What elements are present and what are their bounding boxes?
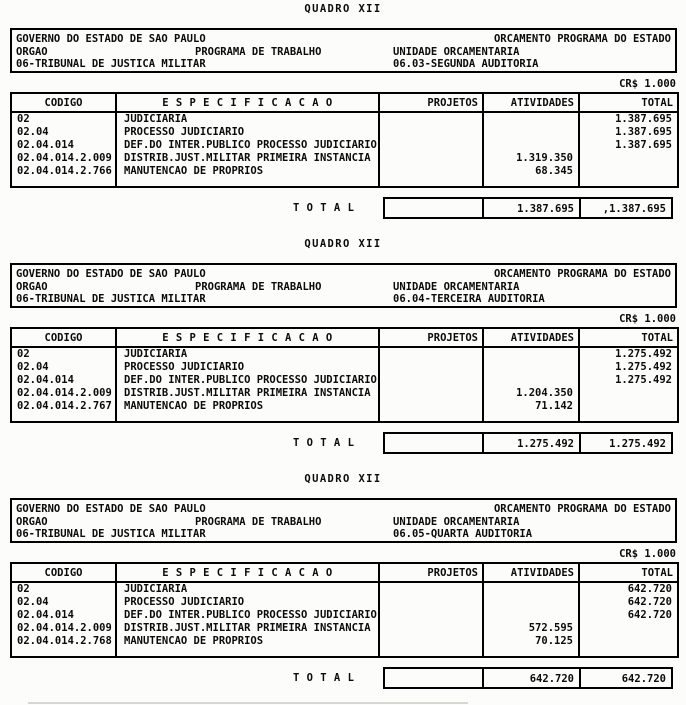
cell-projetos xyxy=(379,622,483,635)
cell-total xyxy=(579,635,678,648)
government-name: GOVERNO DO ESTADO DE SAO PAULO xyxy=(16,503,206,515)
cell-total xyxy=(579,165,678,178)
cell-codigo: 02 xyxy=(11,582,116,596)
total-values-box xyxy=(383,667,673,689)
cell-projetos xyxy=(379,582,483,596)
cell-codigo: 02.04.014.2.009 xyxy=(11,622,116,635)
budget-program-title: ORCAMENTO PROGRAMA DO ESTADO xyxy=(493,503,671,515)
programa-trabalho-label: PROGRAMA DE TRABALHO xyxy=(195,515,322,528)
unidade-value: 06.03-SEGUNDA AUDITORIA xyxy=(393,58,539,70)
col-header-projetos: PROJETOS xyxy=(379,328,483,347)
cell-atividades: 70.125 xyxy=(483,635,579,648)
cell-atividades xyxy=(483,126,579,139)
header-line-1 xyxy=(12,503,675,516)
budget-table xyxy=(10,327,679,423)
table-row xyxy=(11,582,678,596)
cell-total: 642.720 xyxy=(579,609,678,622)
cell-projetos xyxy=(379,139,483,152)
table-row xyxy=(11,374,678,387)
header-box xyxy=(10,498,677,543)
cell-especificacao: DISTRIB.JUST.MILITAR PRIMEIRA INSTANCIA xyxy=(116,152,379,165)
unidade-value: 06.04-TERCEIRA AUDITORIA xyxy=(393,293,545,305)
cell-codigo: 02.04 xyxy=(11,126,116,139)
cell-projetos xyxy=(379,165,483,178)
header-box xyxy=(10,28,677,73)
col-header-especificacao: E S P E C I F I C A C A O xyxy=(116,328,379,347)
cell-especificacao: DEF.DO INTER.PUBLICO PROCESSO JUDICIARIO xyxy=(116,374,379,387)
cell-especificacao: MANUTENCAO DE PROPRIOS xyxy=(116,400,379,413)
cell-total xyxy=(579,622,678,635)
header-line-2 xyxy=(12,516,675,529)
cell-total: 642.720 xyxy=(579,582,678,596)
table-row xyxy=(11,112,678,126)
government-name: GOVERNO DO ESTADO DE SAO PAULO xyxy=(16,268,206,280)
cell-especificacao: PROCESSO JUDICIARIO xyxy=(116,126,379,139)
orgao-value: 06-TRIBUNAL DE JUSTICA MILITAR xyxy=(16,528,206,540)
quadro-block-1 xyxy=(0,0,686,235)
cell-total: 1.275.492 xyxy=(579,374,678,387)
cell-total: 1.275.492 xyxy=(579,347,678,361)
cell-especificacao: DISTRIB.JUST.MILITAR PRIMEIRA INSTANCIA xyxy=(116,622,379,635)
table-row xyxy=(11,126,678,139)
cell-codigo: 02.04.014.2.768 xyxy=(11,635,116,648)
cell-especificacao: MANUTENCAO DE PROPRIOS xyxy=(116,635,379,648)
header-line-3 xyxy=(12,528,675,541)
programa-trabalho-label: PROGRAMA DE TRABALHO xyxy=(195,280,322,293)
quadro-title: QUADRO XII xyxy=(304,473,382,485)
total-atividades: 642.720 xyxy=(482,669,579,687)
cell-especificacao: JUDICIARIA xyxy=(116,112,379,126)
total-row xyxy=(10,667,677,689)
cell-codigo: 02.04.014.2.766 xyxy=(11,165,116,178)
cell-total: 1.387.695 xyxy=(579,126,678,139)
cell-codigo: 02.04 xyxy=(11,596,116,609)
cell-projetos xyxy=(379,152,483,165)
quadro-block-2 xyxy=(0,235,686,470)
government-name: GOVERNO DO ESTADO DE SAO PAULO xyxy=(16,33,206,45)
cell-atividades xyxy=(483,596,579,609)
cell-codigo: 02.04.014.2.767 xyxy=(11,400,116,413)
cell-especificacao: DISTRIB.JUST.MILITAR PRIMEIRA INSTANCIA xyxy=(116,387,379,400)
unidade-orcamentaria-label: UNIDADE ORCAMENTARIA xyxy=(393,45,520,58)
total-values-box xyxy=(383,197,673,219)
cell-codigo: 02 xyxy=(11,112,116,126)
table-row xyxy=(11,361,678,374)
orgao-value: 06-TRIBUNAL DE JUSTICA MILITAR xyxy=(16,293,206,305)
cell-especificacao: PROCESSO JUDICIARIO xyxy=(116,361,379,374)
cell-atividades: 1.319.350 xyxy=(483,152,579,165)
table-spacer-row xyxy=(11,648,678,657)
cell-especificacao: JUDICIARIA xyxy=(116,347,379,361)
cell-total xyxy=(579,387,678,400)
table-row xyxy=(11,609,678,622)
total-row xyxy=(10,432,677,454)
total-projetos xyxy=(385,434,482,452)
programa-trabalho-label: PROGRAMA DE TRABALHO xyxy=(195,45,322,58)
unidade-orcamentaria-label: UNIDADE ORCAMENTARIA xyxy=(393,515,520,528)
total-values-box xyxy=(383,432,673,454)
col-header-codigo: CODIGO xyxy=(11,328,116,347)
cell-projetos xyxy=(379,126,483,139)
cell-total xyxy=(579,400,678,413)
total-atividades: 1.387.695 xyxy=(482,199,579,217)
cell-codigo: 02.04.014 xyxy=(11,374,116,387)
table-row xyxy=(11,387,678,400)
table-row xyxy=(11,152,678,165)
table-spacer-row xyxy=(11,178,678,187)
header-line-2 xyxy=(12,46,675,59)
cell-total: 1.275.492 xyxy=(579,361,678,374)
cell-atividades xyxy=(483,347,579,361)
cell-total: 1.387.695 xyxy=(579,139,678,152)
col-header-codigo: CODIGO xyxy=(11,93,116,112)
total-total: ,1.387.695 xyxy=(579,199,671,217)
total-total: 1.275.492 xyxy=(579,434,671,452)
cell-codigo: 02.04.014 xyxy=(11,139,116,152)
col-header-projetos: PROJETOS xyxy=(379,93,483,112)
table-header-row xyxy=(11,93,678,112)
cell-projetos xyxy=(379,347,483,361)
cell-especificacao: MANUTENCAO DE PROPRIOS xyxy=(116,165,379,178)
cell-projetos xyxy=(379,361,483,374)
total-label: T O T A L xyxy=(293,202,355,214)
cell-especificacao: DEF.DO INTER.PUBLICO PROCESSO JUDICIARIO xyxy=(116,609,379,622)
cell-atividades xyxy=(483,112,579,126)
table-header-row xyxy=(11,563,678,582)
cell-codigo: 02.04.014.2.009 xyxy=(11,387,116,400)
col-header-total: TOTAL xyxy=(579,328,678,347)
cell-codigo: 02 xyxy=(11,347,116,361)
header-line-2 xyxy=(12,281,675,294)
orgao-label: ORGAO xyxy=(16,45,48,58)
table-row xyxy=(11,139,678,152)
col-header-total: TOTAL xyxy=(579,93,678,112)
currency-unit-label: CR$ 1.000 xyxy=(619,78,676,90)
header-line-3 xyxy=(12,58,675,71)
cell-total xyxy=(579,152,678,165)
currency-unit-label: CR$ 1.000 xyxy=(619,548,676,560)
cell-atividades xyxy=(483,582,579,596)
col-header-total: TOTAL xyxy=(579,563,678,582)
cell-codigo: 02.04.014 xyxy=(11,609,116,622)
currency-unit-label: CR$ 1.000 xyxy=(619,313,676,325)
table-spacer-row xyxy=(11,413,678,422)
table-row xyxy=(11,165,678,178)
unidade-orcamentaria-label: UNIDADE ORCAMENTARIA xyxy=(393,280,520,293)
col-header-atividades: ATIVIDADES xyxy=(483,328,579,347)
cell-codigo: 02.04.014.2.009 xyxy=(11,152,116,165)
budget-table xyxy=(10,562,679,658)
col-header-codigo: CODIGO xyxy=(11,563,116,582)
cell-especificacao: JUDICIARIA xyxy=(116,582,379,596)
table-header-row xyxy=(11,328,678,347)
cell-atividades: 1.204.350 xyxy=(483,387,579,400)
cell-projetos xyxy=(379,596,483,609)
cell-especificacao: DEF.DO INTER.PUBLICO PROCESSO JUDICIARIO xyxy=(116,139,379,152)
cell-projetos xyxy=(379,374,483,387)
cell-atividades: 71.142 xyxy=(483,400,579,413)
table-row xyxy=(11,347,678,361)
quadro-title: QUADRO XII xyxy=(304,3,382,15)
budget-program-title: ORCAMENTO PROGRAMA DO ESTADO xyxy=(493,33,671,45)
quadro-title: QUADRO XII xyxy=(304,238,382,250)
orgao-value: 06-TRIBUNAL DE JUSTICA MILITAR xyxy=(16,58,206,70)
col-header-especificacao: E S P E C I F I C A C A O xyxy=(116,563,379,582)
cell-atividades xyxy=(483,139,579,152)
header-line-1 xyxy=(12,33,675,46)
cell-atividades xyxy=(483,374,579,387)
header-line-1 xyxy=(12,268,675,281)
col-header-atividades: ATIVIDADES xyxy=(483,93,579,112)
orgao-label: ORGAO xyxy=(16,280,48,293)
cell-total: 1.387.695 xyxy=(579,112,678,126)
cell-atividades xyxy=(483,361,579,374)
cell-projetos xyxy=(379,387,483,400)
col-header-projetos: PROJETOS xyxy=(379,563,483,582)
header-line-3 xyxy=(12,293,675,306)
cell-projetos xyxy=(379,400,483,413)
cell-atividades: 68.345 xyxy=(483,165,579,178)
cell-projetos xyxy=(379,609,483,622)
total-label: T O T A L xyxy=(293,437,355,449)
cell-especificacao: PROCESSO JUDICIARIO xyxy=(116,596,379,609)
quadro-block-3 xyxy=(0,470,686,705)
budget-table xyxy=(10,92,679,188)
table-row xyxy=(11,622,678,635)
total-label: T O T A L xyxy=(293,672,355,684)
unidade-value: 06.05-QUARTA AUDITORIA xyxy=(393,528,533,540)
table-row xyxy=(11,400,678,413)
total-total: 642.720 xyxy=(579,669,671,687)
cell-atividades xyxy=(483,609,579,622)
budget-program-title: ORCAMENTO PROGRAMA DO ESTADO xyxy=(493,268,671,280)
scan-artifact-line xyxy=(28,702,468,704)
cell-projetos xyxy=(379,635,483,648)
cell-projetos xyxy=(379,112,483,126)
col-header-especificacao: E S P E C I F I C A C A O xyxy=(116,93,379,112)
col-header-atividades: ATIVIDADES xyxy=(483,563,579,582)
total-atividades: 1.275.492 xyxy=(482,434,579,452)
orgao-label: ORGAO xyxy=(16,515,48,528)
total-row xyxy=(10,197,677,219)
total-projetos xyxy=(385,199,482,217)
total-projetos xyxy=(385,669,482,687)
header-box xyxy=(10,263,677,308)
cell-atividades: 572.595 xyxy=(483,622,579,635)
cell-codigo: 02.04 xyxy=(11,361,116,374)
table-row xyxy=(11,635,678,648)
table-row xyxy=(11,596,678,609)
cell-total: 642.720 xyxy=(579,596,678,609)
